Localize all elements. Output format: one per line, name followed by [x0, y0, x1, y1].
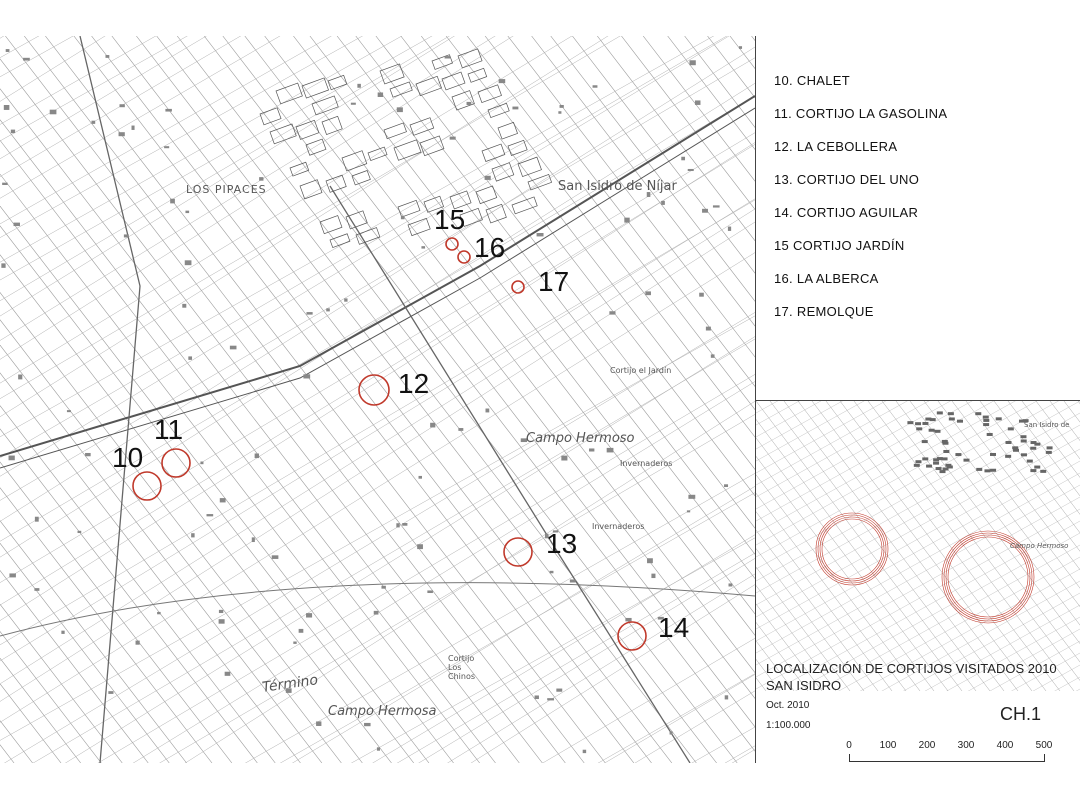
building: [1034, 443, 1040, 446]
scale-line: [849, 761, 1044, 762]
building: [706, 327, 711, 331]
building-block: [328, 75, 347, 89]
building: [724, 484, 728, 487]
legend-item: 15 CORTIJO JARDÍN: [774, 238, 905, 253]
main-road: [330, 186, 690, 763]
legend-item: 11. CORTIJO LA GASOLINA: [774, 106, 948, 121]
marker-label-15: 15: [434, 204, 466, 235]
building: [1030, 469, 1036, 472]
scale-label: 400: [996, 740, 1014, 751]
legend-item: 16. LA ALBERCA: [774, 271, 879, 286]
building: [252, 537, 255, 542]
building: [306, 312, 312, 315]
building-block: [488, 103, 509, 117]
building: [1047, 446, 1053, 449]
building: [9, 456, 15, 461]
building: [943, 450, 949, 453]
building: [907, 421, 913, 424]
building-block: [296, 120, 319, 139]
building: [688, 495, 695, 499]
parcel-line: [0, 36, 755, 58]
parcel-line: [756, 461, 1080, 641]
building: [1027, 460, 1033, 463]
parcel-line: [0, 638, 755, 763]
building-block: [508, 140, 527, 155]
parcel-line: [0, 83, 755, 557]
building: [108, 691, 113, 694]
parcel-line: [572, 36, 755, 763]
building-block: [352, 170, 370, 184]
building-block: [512, 197, 537, 214]
building-block: [312, 96, 338, 115]
parcel-line: [0, 36, 275, 763]
parcel-line: [446, 36, 755, 763]
building: [625, 618, 631, 621]
building: [914, 464, 920, 467]
building-block: [330, 234, 350, 248]
place-label-san-isidro: San Isidro de Níjar: [558, 179, 677, 194]
building: [351, 103, 356, 105]
building: [725, 695, 728, 699]
building: [593, 85, 598, 87]
building: [922, 422, 928, 425]
building: [396, 523, 399, 527]
building: [185, 260, 192, 265]
building: [50, 110, 57, 115]
building: [458, 428, 463, 431]
building: [219, 610, 223, 613]
building: [1012, 446, 1018, 449]
building: [976, 468, 982, 471]
building: [14, 223, 20, 226]
building: [560, 105, 564, 108]
building: [949, 417, 955, 420]
building: [940, 470, 946, 473]
building: [975, 412, 981, 415]
parcel-line: [0, 36, 341, 763]
building: [486, 409, 490, 413]
building: [1034, 466, 1040, 469]
building: [688, 169, 694, 171]
inset-highlight-circle: [820, 517, 884, 581]
building: [983, 416, 989, 419]
map-scale: 1:100.000: [766, 720, 811, 731]
building-block: [320, 216, 342, 234]
building: [1020, 435, 1026, 438]
building: [381, 586, 385, 589]
building: [983, 419, 989, 422]
building: [23, 58, 30, 61]
building: [303, 374, 310, 378]
marker-label-11: 11: [154, 414, 184, 445]
building: [200, 462, 203, 465]
parcel-line: [310, 36, 755, 763]
parcel-line: [0, 36, 755, 359]
parcel-line: [0, 199, 755, 661]
building: [556, 689, 562, 692]
parcel-line: [0, 36, 755, 238]
location-marker: [133, 472, 161, 500]
building: [947, 465, 953, 468]
parcel-line: [532, 36, 755, 763]
location-marker: [512, 281, 524, 293]
parcel-line: [0, 36, 519, 763]
parcel-line: [74, 36, 634, 763]
building: [105, 55, 109, 58]
scale-bar: [844, 740, 1064, 762]
building: [9, 573, 15, 577]
building: [609, 311, 615, 314]
scale-label: 200: [918, 740, 936, 751]
parcel-line: [24, 36, 584, 763]
location-marker: [446, 238, 458, 250]
building: [1021, 453, 1027, 456]
building: [219, 619, 225, 624]
building-block: [346, 211, 367, 229]
place-label-campo-hermoso: Campo Hermoso: [526, 431, 635, 446]
building: [936, 467, 942, 470]
building: [929, 429, 935, 432]
building: [1005, 441, 1011, 444]
building: [124, 234, 129, 237]
parcel-line: [0, 36, 81, 763]
parcel-line: [0, 36, 322, 763]
place-label-los-pipaces: LOS PIPACES: [186, 183, 267, 196]
building: [165, 109, 171, 112]
parcel-line: [376, 36, 755, 763]
parcel-line: [0, 36, 414, 763]
building: [990, 453, 996, 456]
building: [191, 533, 194, 537]
parcel-line: [0, 36, 755, 458]
place-label-campo-hermosa: Campo Hermosa: [328, 704, 437, 719]
building: [136, 641, 140, 645]
parcel-line: [0, 473, 755, 763]
building: [344, 298, 347, 301]
scale-label: 0: [846, 740, 852, 751]
building: [6, 49, 10, 52]
building: [926, 465, 932, 468]
building: [255, 453, 259, 458]
building: [948, 412, 954, 415]
building: [170, 199, 175, 204]
building: [624, 218, 629, 223]
building: [933, 458, 939, 461]
building: [419, 476, 422, 479]
parcel-line: [0, 133, 755, 583]
building-block: [442, 72, 465, 90]
parcel-line: [92, 36, 652, 763]
building: [445, 56, 450, 58]
building: [670, 731, 673, 734]
building: [702, 209, 708, 213]
parcel-line: [0, 36, 755, 476]
parcel-line: [0, 36, 61, 763]
parcel-line: [0, 36, 232, 763]
title-block: [756, 654, 1080, 763]
legend-item: 14. CORTIJO AGUILAR: [774, 205, 919, 220]
scale-label: 100: [879, 740, 897, 751]
parcel-line: [756, 473, 1080, 653]
building: [1030, 447, 1036, 450]
parcel-line: [0, 36, 300, 763]
building-block: [458, 49, 482, 68]
building: [2, 183, 7, 185]
parcel-line: [0, 36, 755, 177]
building: [357, 84, 360, 88]
building: [937, 411, 943, 414]
building: [225, 672, 231, 676]
building: [1040, 470, 1046, 473]
building: [934, 430, 940, 433]
building: [220, 498, 226, 502]
building: [990, 469, 996, 472]
building: [374, 611, 379, 615]
marker-label-14: 14: [658, 612, 690, 643]
building: [326, 308, 330, 311]
building: [35, 517, 39, 522]
building: [651, 574, 655, 578]
parcel-line: [0, 538, 755, 763]
building: [378, 92, 383, 97]
building: [132, 126, 135, 130]
parcel-line: [0, 535, 755, 763]
building: [427, 590, 433, 593]
parcel-line: [0, 36, 755, 417]
building-block: [260, 108, 281, 125]
building: [119, 104, 124, 107]
building: [713, 205, 720, 207]
legend-item: 17. REMOLQUE: [774, 304, 874, 319]
inset-label-san-isidro: San Isidro de: [1024, 421, 1070, 429]
building: [377, 747, 380, 750]
building-block: [290, 162, 309, 176]
building: [417, 544, 423, 549]
building: [67, 410, 71, 412]
building: [647, 558, 653, 563]
building: [955, 453, 961, 456]
building: [401, 216, 405, 219]
building: [942, 440, 948, 443]
building-block: [408, 218, 430, 235]
place-label-termino: Término: [261, 672, 320, 696]
building: [119, 132, 125, 136]
building: [18, 375, 22, 380]
building: [925, 418, 931, 421]
building: [645, 291, 651, 295]
scale-tick: [1044, 754, 1045, 762]
building: [316, 721, 321, 726]
building: [421, 246, 425, 248]
parcel-line: [0, 691, 755, 763]
building: [537, 233, 544, 236]
building: [583, 750, 586, 753]
parcel-line: [0, 36, 755, 399]
building: [607, 448, 614, 453]
building: [157, 612, 161, 614]
building: [996, 417, 1002, 420]
place-label-cortijo-chinos: Cortijo Los Chinos: [448, 654, 476, 681]
building: [206, 514, 213, 516]
building: [558, 111, 561, 114]
inset-label-campo-hermoso: Campo Hermoso: [1010, 542, 1069, 550]
building-block: [326, 175, 346, 192]
building: [4, 105, 10, 110]
building: [259, 177, 263, 181]
parcel-line: [0, 36, 169, 763]
parcel-line: [0, 36, 148, 763]
building: [561, 456, 567, 461]
map-date: Oct. 2010: [766, 700, 810, 711]
parcel-line: [45, 36, 605, 763]
building: [430, 423, 435, 428]
building: [984, 469, 990, 472]
building: [916, 427, 922, 430]
building: [983, 423, 989, 426]
building: [739, 46, 742, 49]
parcel-line: [0, 36, 755, 262]
building-block: [498, 122, 518, 139]
building: [11, 130, 15, 134]
building: [987, 433, 993, 436]
building-block: [302, 78, 329, 98]
building-block: [468, 68, 487, 82]
building-block: [478, 85, 501, 103]
building: [957, 420, 963, 423]
marker-label-13: 13: [546, 528, 578, 559]
legend-item: 12. LA CEBOLLERA: [774, 139, 898, 154]
building: [306, 613, 312, 617]
building: [729, 583, 733, 586]
building: [1, 263, 5, 267]
parcel-line: [0, 36, 755, 159]
building: [964, 459, 970, 462]
building: [164, 146, 169, 148]
building: [182, 304, 186, 308]
building: [499, 79, 506, 83]
building: [681, 157, 685, 161]
building: [589, 448, 594, 451]
building: [293, 642, 296, 644]
parcel-line: [0, 36, 755, 124]
building: [711, 354, 715, 357]
building: [364, 723, 371, 726]
parcel-line: [0, 96, 755, 541]
building: [550, 571, 554, 573]
sidebar: [755, 36, 1080, 763]
building: [1005, 455, 1011, 458]
building: [661, 201, 665, 205]
place-label-invernaderos-2: Invernaderos: [620, 459, 673, 468]
building-block: [300, 180, 322, 199]
building: [689, 60, 695, 65]
building: [699, 293, 704, 297]
legend-list: [774, 72, 947, 336]
building: [397, 107, 403, 112]
building-block: [380, 64, 404, 84]
sheet-code: CH.1: [1000, 704, 1042, 724]
parcel-line: [621, 36, 755, 763]
building: [922, 457, 928, 460]
building: [570, 579, 576, 582]
building: [535, 695, 539, 699]
marker-label-12: 12: [398, 368, 430, 399]
building: [1021, 439, 1027, 442]
building: [485, 176, 491, 180]
building: [78, 531, 82, 533]
building: [915, 422, 921, 425]
building-block: [476, 186, 497, 204]
marker-label-10: 10: [112, 442, 144, 473]
building: [61, 631, 64, 634]
inset-highlight-circle: [818, 515, 886, 583]
parcel-line: [756, 485, 1080, 665]
map-title: LOCALIZACIÓN DE CORTIJOS VISITADOS 2010 SAN ISIDRO: [766, 661, 1057, 693]
parcel-line: [708, 36, 755, 763]
place-label-invernaderos-1: Invernaderos: [592, 522, 645, 531]
building: [922, 440, 928, 443]
building-block: [482, 144, 505, 161]
parcel-line: [0, 337, 755, 763]
building: [85, 453, 91, 456]
place-label-cortijo-jardin: Cortijo el Jardín: [610, 366, 672, 375]
inset-overview-map: [756, 400, 1080, 691]
building-block: [342, 151, 367, 171]
building: [933, 462, 939, 465]
building: [185, 211, 189, 213]
parcel-line: [756, 413, 1080, 593]
marker-label-17: 17: [538, 266, 570, 297]
building-block: [306, 139, 326, 155]
map-panel: [0, 36, 755, 763]
scale-label: 500: [1035, 740, 1053, 751]
legend-item: 13. CORTIJO DEL UNO: [774, 172, 920, 187]
parcel-line: [0, 558, 755, 763]
building: [91, 121, 95, 124]
building: [299, 629, 304, 633]
parcel-line: [0, 493, 755, 763]
building: [687, 510, 690, 512]
building: [1046, 451, 1052, 454]
building: [915, 460, 921, 463]
map-lines: [0, 36, 755, 763]
legend-item: 10. CHALET: [774, 73, 850, 88]
building: [402, 523, 407, 526]
parcel-line: [756, 497, 1080, 677]
building: [512, 107, 518, 110]
building: [272, 555, 279, 559]
building: [695, 100, 701, 104]
building: [467, 102, 472, 105]
location-marker: [162, 449, 190, 477]
scale-label: 300: [957, 740, 975, 751]
marker-label-16: 16: [474, 232, 506, 263]
building-block: [518, 157, 541, 176]
building: [34, 588, 39, 591]
building: [230, 346, 237, 350]
building: [728, 227, 731, 231]
parcel-line: [0, 36, 755, 77]
parcel-line: [0, 36, 101, 763]
building: [547, 698, 554, 700]
building: [188, 356, 192, 359]
building: [450, 137, 456, 140]
building: [1008, 427, 1014, 430]
